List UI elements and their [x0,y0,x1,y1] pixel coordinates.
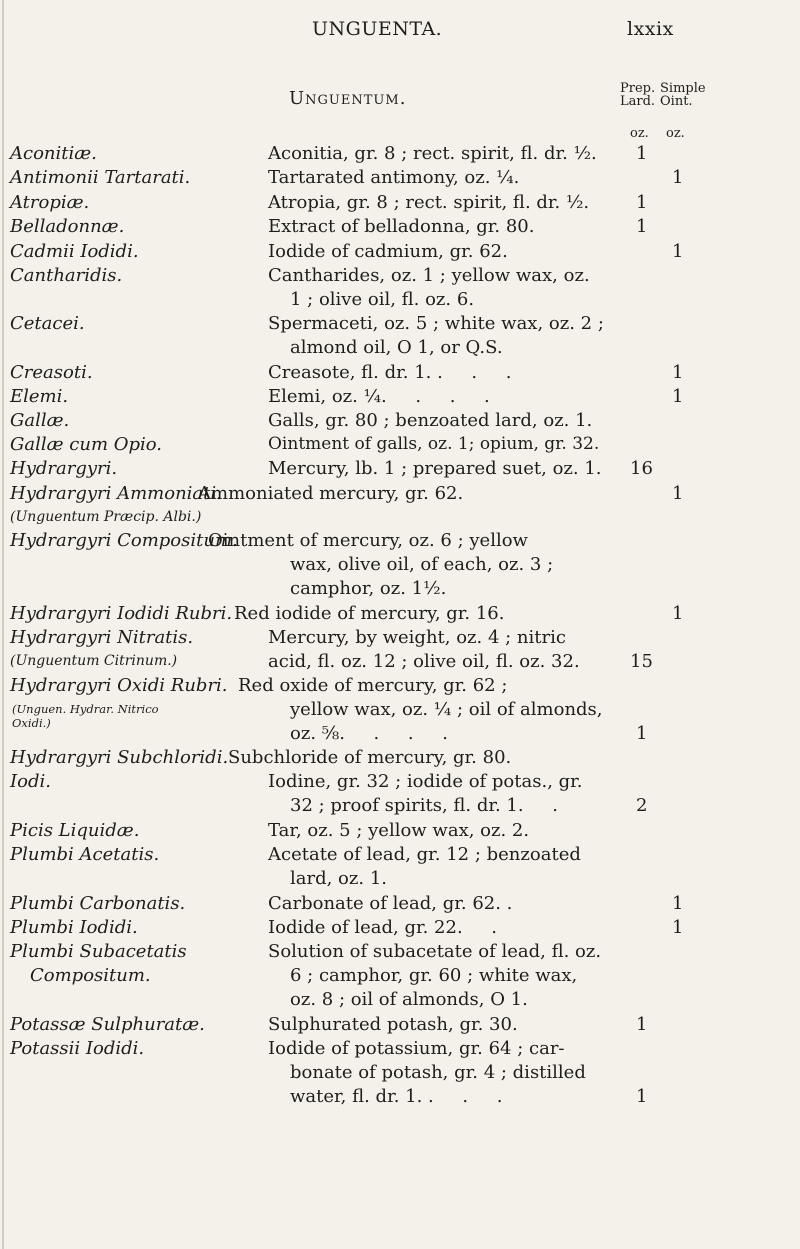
latin-name: Potassii Iodidi. [10,1038,145,1059]
latin-name: Hydrargyri Nitratis. [10,627,194,648]
description-cont: lard, oz. 1. [290,868,387,889]
description: Elemi, oz. ¼. . . . [268,386,490,407]
description: Mercury, lb. 1 ; prepared suet, oz. 1. [268,458,602,479]
lard-amount: 1 [636,143,648,164]
latin-name-cont: Compositum. [30,965,151,986]
description: Ammoniated mercury, gr. 62. [198,483,464,504]
latin-name: Plumbi Carbonatis. [10,893,186,914]
unit-lard: oz. [630,126,649,141]
description-cont: yellow wax, oz. ¼ ; oil of almonds, [290,699,603,720]
latin-name: Hydrargyri Compositum. [10,530,238,551]
latin-name: Plumbi Subacetatis [10,941,187,962]
table-title: Unguentum. [289,88,407,109]
description-cont: acid, fl. oz. 12 ; olive oil, fl. oz. 32. [268,651,580,672]
oint-amount: 1 [672,917,684,938]
latin-name: Potassæ Sulphuratæ. [10,1014,205,1035]
page-number: lxxix [627,18,674,40]
description: Sulphurated potash, gr. 30. [268,1014,518,1035]
latin-name: Aconitiæ. [10,143,97,164]
oint-amount: 1 [672,483,684,504]
description: Aconitia, gr. 8 ; rect. spirit, fl. dr. ½. [268,143,597,164]
latin-name: Hydrargyri Subchloridi. [10,747,229,768]
lard-amount: 1 [636,192,648,213]
description-cont: wax, olive oil, of each, oz. 3 ; [290,554,554,575]
latin-name: Cetacei. [10,313,85,334]
synonym-note: (Unguentum Præcip. Albi.) [10,509,202,525]
description: Solution of subacetate of lead, fl. oz. [268,941,602,962]
description: Cantharides, oz. 1 ; yellow wax, oz. [268,265,590,286]
lard-amount: 16 [630,458,653,479]
lard-amount: 15 [630,651,653,672]
description-cont: water, fl. dr. 1. . . . [290,1086,503,1107]
description-cont: 1 ; olive oil, fl. oz. 6. [290,289,475,310]
latin-name: Hydrargyri Iodidi Rubri. [10,603,233,624]
unit-oint: oz. [666,126,685,141]
description: Acetate of lead, gr. 12 ; benzoated [268,844,581,865]
description: Iodide of potassium, gr. 64 ; car- [268,1038,565,1059]
description: Creasote, fl. dr. 1. . . . [268,362,512,383]
latin-name: Elemi. [10,386,69,407]
synonym-note: (Unguentum Citrinum.) [10,653,178,669]
oint-amount: 1 [672,893,684,914]
latin-name: Picis Liquidæ. [10,820,140,841]
lard-amount: 1 [636,1014,648,1035]
latin-name: Gallæ cum Opio. [10,434,163,455]
latin-name: Antimonii Tartarati. [10,167,191,188]
synonym-note: (Unguen. Hydrar. Nitrico Oxidi.) [12,702,159,730]
lard-amount: 1 [636,1086,648,1107]
description-cont: camphor, oz. 1½. [290,578,447,599]
latin-name: Plumbi Acetatis. [10,844,160,865]
oint-amount: 1 [672,241,684,262]
description-cont: oz. ⅝. . . . [290,723,448,744]
description: Carbonate of lead, gr. 62. . [268,893,513,914]
oint-amount: 1 [672,386,684,407]
page-edge [2,0,4,1249]
latin-name: Atropiæ. [10,192,90,213]
latin-name: Gallæ. [10,410,70,431]
latin-name: Creasoti. [10,362,93,383]
oint-amount: 1 [672,603,684,624]
column-header-simple-oint: Simple Oint. [660,81,706,109]
lard-amount: 1 [636,723,648,744]
description: Ointment of galls, oz. 1; opium, gr. 32. [268,434,600,454]
description: Subchloride of mercury, gr. 80. [228,747,512,768]
running-title: UNGUENTA. [312,18,443,40]
description: Tar, oz. 5 ; yellow wax, oz. 2. [268,820,530,841]
lard-amount: 2 [636,795,648,816]
latin-name: Hydrargyri. [10,458,118,479]
description-cont: 32 ; proof spirits, fl. dr. 1. . [290,795,558,816]
description: Tartarated antimony, oz. ¼. [268,167,520,188]
lard-amount: 1 [636,216,648,237]
description: Iodide of cadmium, gr. 62. [268,241,508,262]
description: Iodide of lead, gr. 22. . [268,917,497,938]
description: Extract of belladonna, gr. 80. [268,216,535,237]
description: Galls, gr. 80 ; benzoated lard, oz. 1. [268,410,593,431]
description: Iodine, gr. 32 ; iodide of potas., gr. [268,771,583,792]
latin-name: Iodi. [10,771,51,792]
description-cont: 6 ; camphor, gr. 60 ; white wax, [290,965,578,986]
description: Atropia, gr. 8 ; rect. spirit, fl. dr. ½. [268,192,590,213]
column-header-prep-lard: Prep. Lard. [620,81,656,109]
description: Ointment of mercury, oz. 6 ; yellow [208,530,528,551]
latin-name: Hydrargyri Ammoniati. [10,483,222,504]
latin-name: Hydrargyri Oxidi Rubri. [10,675,228,696]
description-cont: oz. 8 ; oil of almonds, O 1. [290,989,528,1010]
latin-name: Cadmii Iodidi. [10,241,139,262]
description: Red oxide of mercury, gr. 62 ; [238,675,508,696]
description: Mercury, by weight, oz. 4 ; nitric [268,627,566,648]
description-cont: bonate of potash, gr. 4 ; distilled [290,1062,586,1083]
latin-name: Plumbi Iodidi. [10,917,138,938]
oint-amount: 1 [672,167,684,188]
latin-name: Cantharidis. [10,265,123,286]
description-cont: almond oil, O 1, or Q.S. [290,337,503,358]
latin-name: Belladonnæ. [10,216,125,237]
oint-amount: 1 [672,362,684,383]
description: Spermaceti, oz. 5 ; white wax, oz. 2 ; [268,313,604,334]
description: Red iodide of mercury, gr. 16. [234,603,505,624]
